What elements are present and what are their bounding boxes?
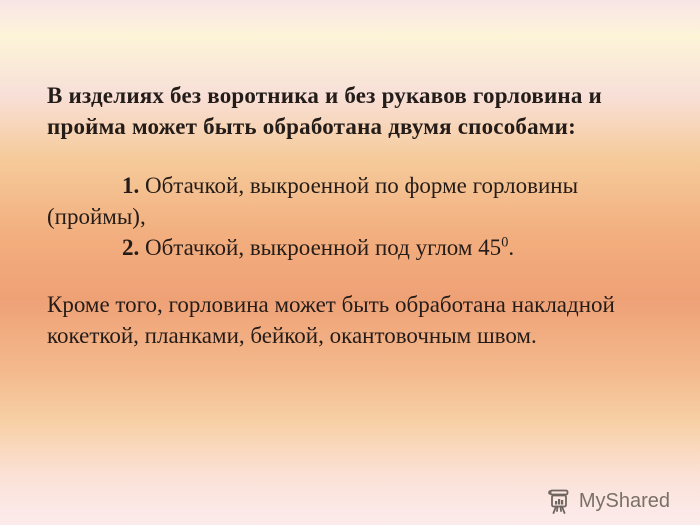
myshared-watermark-label: MyShared <box>578 490 670 512</box>
closing-paragraph <box>47 289 662 351</box>
paragraph-line-2: кокеткой, планками, бейкой, окантовочным швом. <box>47 323 537 348</box>
slide-content <box>47 80 662 351</box>
list-item-2-period: . <box>508 235 515 260</box>
flipchart-icon <box>546 488 572 515</box>
paragraph-line-1: Кроме того, горловина может быть обработана накладной <box>47 292 615 317</box>
heading-line-2: пройма может быть обработана двумя способами: <box>47 114 576 139</box>
slide-heading <box>47 80 662 142</box>
list-item-1-wrap: (проймы), <box>47 204 146 229</box>
list-item-1-number: 1. <box>122 173 140 198</box>
numbered-list <box>47 170 662 263</box>
list-item-1-text: Обтачкой, выкроенной по форме горловины <box>139 173 579 198</box>
list-item-1-line-2 <box>47 201 662 232</box>
list-item-2-text: Обтачкой, выкроенной под углом 45 <box>139 235 502 260</box>
list-item-1-line-1 <box>47 170 662 201</box>
myshared-watermark <box>546 488 670 515</box>
list-item-2 <box>47 232 662 263</box>
list-item-2-number: 2. <box>122 235 140 260</box>
heading-line-1: В изделиях без воротника и без рукавов горловина и <box>47 83 602 108</box>
list-item-2-superscript: 0 <box>501 234 509 251</box>
